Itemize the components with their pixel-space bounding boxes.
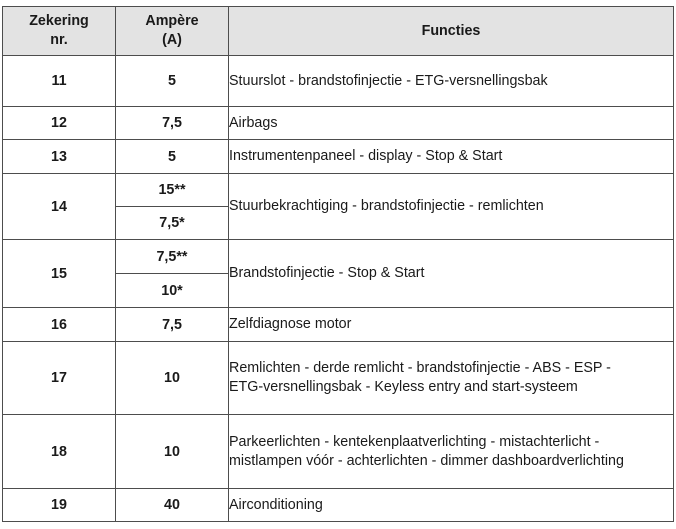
fuse-number: 18 xyxy=(3,415,116,489)
table-row xyxy=(3,107,674,140)
fuse-ampere: 40 xyxy=(116,489,229,522)
header-fuse-number-line2: nr. xyxy=(50,32,68,48)
fuse-function: Airbags xyxy=(229,107,674,140)
fuse-function: Airconditioning xyxy=(229,489,674,522)
fuse-number: 12 xyxy=(3,107,116,140)
table-row xyxy=(3,174,674,207)
fuse-ampere: 10 xyxy=(116,415,229,489)
table-row xyxy=(3,415,674,489)
fuse-function: Stuurbekrachtiging - brandstofinjectie - remlichten xyxy=(229,174,674,240)
fuse-function: Zelfdiagnose motor xyxy=(229,308,674,342)
fuse-number: 15 xyxy=(3,240,116,308)
fuse-function-line: Parkeerlichten - kentekenplaatverlichting - mistachterlicht - xyxy=(229,433,600,450)
fuse-function: Stuurslot - brandstofinjectie - ETG-versnellingsbak xyxy=(229,56,674,107)
fuse-function: Brandstofinjectie - Stop & Start xyxy=(229,240,674,308)
table-row xyxy=(3,56,674,107)
table-row xyxy=(3,489,674,522)
fuse-ampere: 7,5** xyxy=(116,240,229,274)
fuse-function xyxy=(229,342,674,415)
fuse-number: 16 xyxy=(3,308,116,342)
fuse-ampere: 5 xyxy=(116,140,229,174)
header-functions: Functies xyxy=(229,7,674,56)
fuse-ampere: 10* xyxy=(116,274,229,308)
fuse-function xyxy=(229,415,674,489)
fuse-function-line: ETG-versnellingsbak - Keyless entry and start-systeem xyxy=(229,379,578,395)
fuse-number: 14 xyxy=(3,174,116,240)
fuse-ampere: 7,5 xyxy=(116,107,229,140)
table-row xyxy=(3,140,674,174)
fuse-function-line: Remlichten - derde remlicht - brandstofinjectie - ABS - ESP - xyxy=(229,360,611,376)
fuse-table xyxy=(2,6,674,522)
fuse-number: 17 xyxy=(3,342,116,415)
header-fuse-number-line1: Zekering xyxy=(29,13,89,29)
header-fuse-number xyxy=(3,7,116,56)
fuse-ampere: 7,5* xyxy=(116,207,229,240)
fuse-ampere: 7,5 xyxy=(116,308,229,342)
header-ampere-line1: Ampère xyxy=(145,13,199,29)
table-row xyxy=(3,342,674,415)
fuse-ampere: 5 xyxy=(116,56,229,107)
table-row xyxy=(3,240,674,274)
fuse-function: Instrumentenpaneel - display - Stop & Start xyxy=(229,140,674,174)
fuse-ampere: 15** xyxy=(116,174,229,207)
fuse-ampere: 10 xyxy=(116,342,229,415)
fuse-number: 13 xyxy=(3,140,116,174)
fuse-function-line: mistlampen vóór - achterlichten - dimmer dashboardverlichting xyxy=(229,452,624,469)
header-row xyxy=(3,7,674,56)
header-ampere xyxy=(116,7,229,56)
fuse-number: 11 xyxy=(3,56,116,107)
fuse-number: 19 xyxy=(3,489,116,522)
table-row xyxy=(3,308,674,342)
header-ampere-line2: (A) xyxy=(162,32,182,48)
